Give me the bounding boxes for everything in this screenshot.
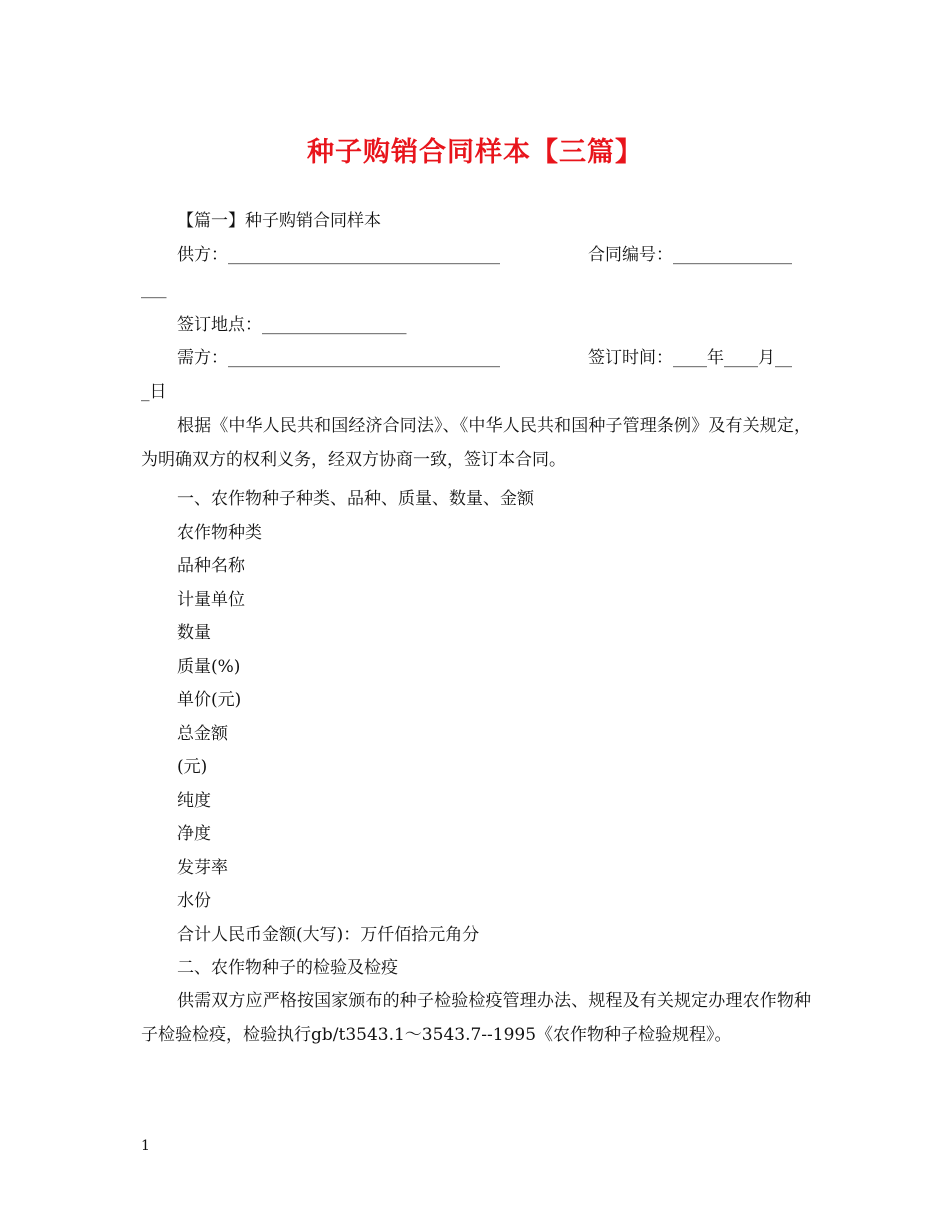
intro-paragraph: 根据《中华人民共和国经济合同法》、《中华人民共和国种子管理条例》及有关规定，为明确双方的权利义务，经双方协商一致，签订本合同。 (141, 416, 811, 470)
table-item: 水份 (177, 891, 211, 911)
table-item: 单价(元) (177, 690, 242, 710)
contract-number-continuation: ___ (141, 279, 167, 299)
clause2-paragraph: 供需双方应严格按国家颁布的种子检验检疫管理办法、规程及有关规定办理农作物种子检验检疫，检验执行gb/t3543.1～3543.7--1995《农作物种子检验规程》。 (141, 991, 811, 1045)
clause2-heading: 二、农作物种子的检验及检疫 (177, 958, 398, 978)
supplier-line: 供方：________________________________ (177, 245, 500, 265)
table-item: (元) (177, 757, 208, 777)
table-item: 数量 (177, 623, 211, 643)
clause1-heading: 一、农作物种子种类、品种、质量、数量、金额 (177, 489, 534, 509)
document-title: 种子购销合同样本【三篇】 (307, 137, 643, 168)
page-number: 1 (141, 1138, 150, 1154)
table-item: 纯度 (177, 791, 211, 811)
table-item: 农作物种类 (177, 523, 262, 543)
section-heading: 【篇一】种子购销合同样本 (177, 211, 381, 231)
sign-time-continuation: _日 (141, 382, 167, 402)
table-item: 质量(%) (177, 657, 241, 677)
table-item: 净度 (177, 824, 211, 844)
sign-place-line: 签订地点：_________________ (177, 315, 407, 335)
contract-number-line: 合同编号：______________ (588, 245, 792, 265)
sign-time-line: 签订时间：____年____月__ (588, 348, 792, 368)
table-item: 发芽率 (177, 858, 228, 878)
table-item: 计量单位 (177, 590, 245, 610)
table-item: 总金额 (177, 724, 228, 744)
total-amount-line: 合计人民币金额(大写)：万仟佰拾元角分 (177, 925, 480, 945)
table-item: 品种名称 (177, 556, 245, 576)
buyer-line: 需方：________________________________ (177, 348, 500, 368)
